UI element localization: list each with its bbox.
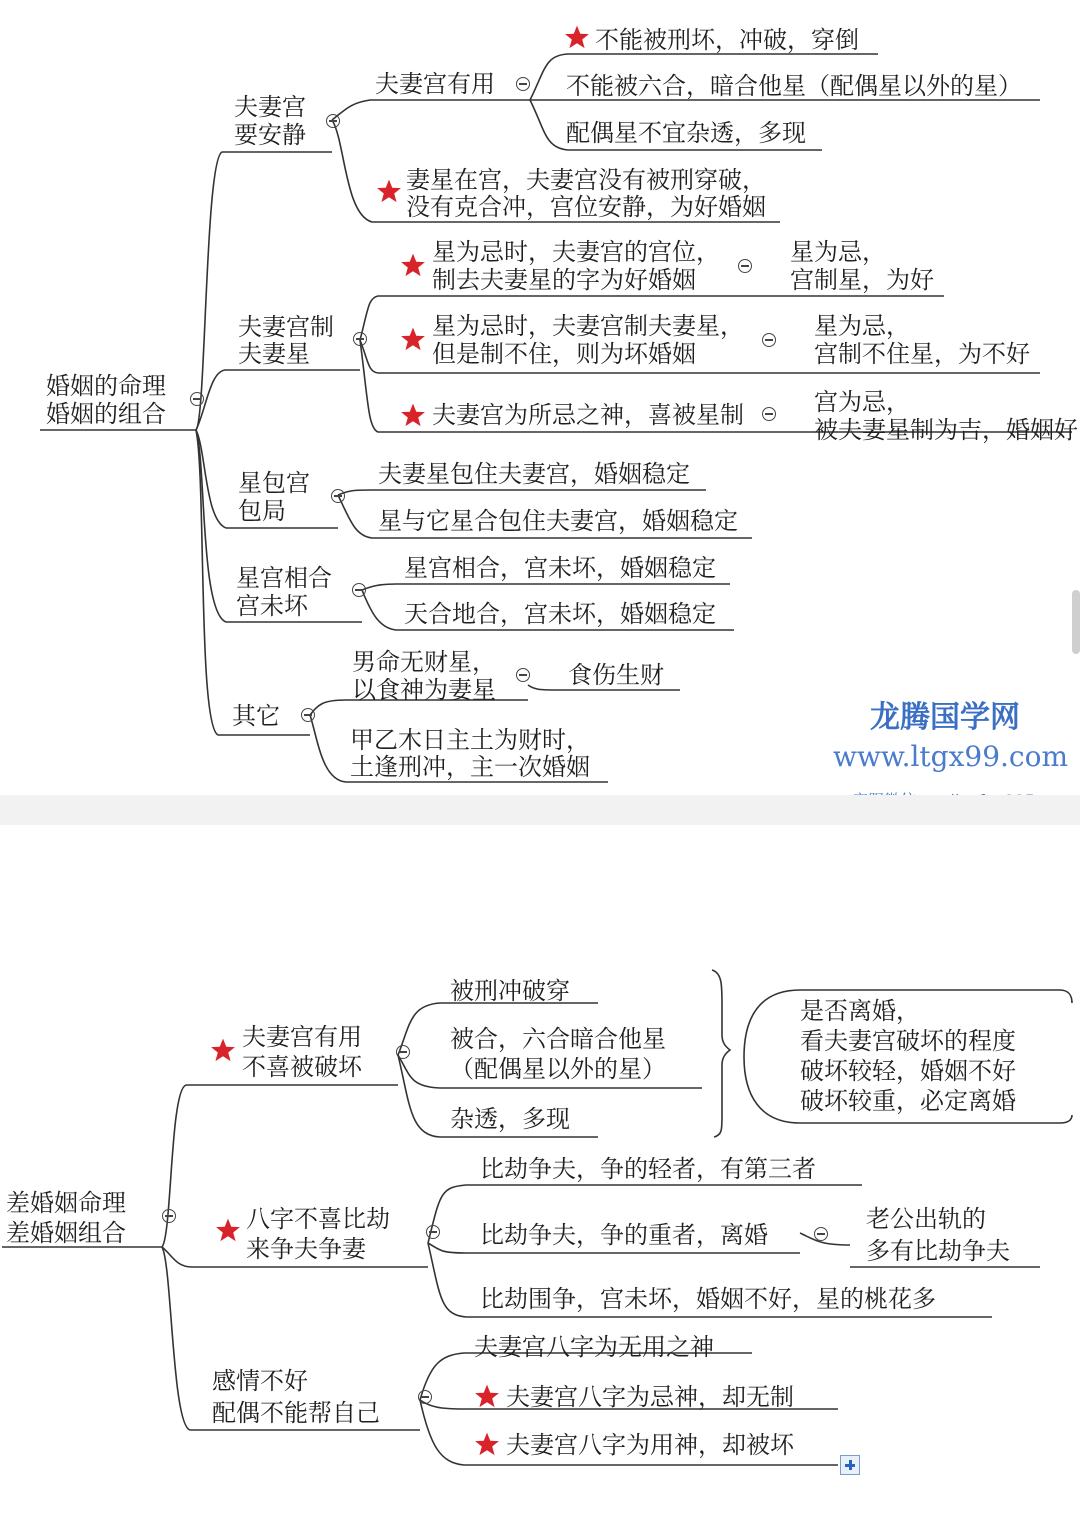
branch1-child1-label: 夫妻宫有用 [375, 70, 495, 98]
leaf-text: 夫妻宫八字为无用之神 [474, 1333, 714, 1361]
leaf-note: 被夫妻星制为吉，婚姻好 [814, 416, 1078, 444]
branch1-label-2: 要安静 [234, 121, 306, 149]
leaf-text: 配偶星不宜杂透，多现 [566, 119, 806, 147]
leaf-text: 星宫相合，宫未坏，婚姻稳定 [404, 554, 716, 582]
collapse-icon[interactable] [762, 407, 776, 421]
leaf-text: 男命无财星， [352, 648, 496, 676]
star-icon [400, 402, 426, 428]
branch3-label-1: 星包宫 [238, 469, 310, 497]
leaf-note: 宫制不住星，为不好 [814, 340, 1030, 368]
root-line-1: 差婚姻命理 [6, 1189, 126, 1217]
collapse-icon[interactable] [352, 583, 366, 597]
leaf-text: 制去夫妻星的字为好婚姻 [432, 266, 696, 294]
leaf-note: 宫为忌， [814, 388, 910, 416]
leaf-text: 夫妻宫为所忌之神，喜被星制 [432, 401, 744, 429]
leaf-text: 夫妻宫八字为用神，却被坏 [506, 1431, 794, 1459]
collapse-icon[interactable] [418, 1390, 432, 1404]
leaf-note: 星为忌， [814, 312, 910, 340]
root-line-1: 婚姻的命理 [46, 372, 166, 400]
star-icon [210, 1037, 236, 1063]
leaf-text: 没有克合冲，宫位安静，为好婚姻 [406, 193, 766, 221]
branch2-label-1: 八字不喜比劫 [246, 1205, 390, 1233]
leaf-text: 星与它星合包住夫妻宫，婚姻稳定 [378, 507, 738, 535]
mind-map-marriage-bad [0, 825, 1080, 1514]
branch1-label-2: 不喜被破坏 [242, 1053, 362, 1081]
leaf-text: 夫妻宫八字为忌神，却无制 [506, 1383, 794, 1411]
branch1-label-1: 夫妻宫 [234, 93, 306, 121]
leaf-text: 天合地合，宫未坏，婚姻稳定 [404, 600, 716, 628]
star-icon [400, 252, 426, 278]
star-icon [400, 326, 426, 352]
root-line-2: 差婚姻组合 [6, 1219, 126, 1247]
collapse-icon[interactable] [396, 1045, 410, 1059]
collapse-icon[interactable] [738, 259, 752, 273]
collapse-icon[interactable] [190, 392, 204, 406]
star-icon [564, 24, 590, 50]
leaf-text: 不能被六合，暗合他星（配偶星以外的星） [566, 72, 1022, 100]
leaf-text: 甲乙木日主土为财时， [350, 726, 590, 754]
branch4-label-1: 星宫相合 [236, 564, 332, 592]
leaf-text: 以食神为妻星 [352, 676, 496, 704]
collapse-icon[interactable] [814, 1227, 828, 1241]
leaf-note: 老公出轨的 [866, 1205, 986, 1233]
branch2-label-2: 夫妻星 [238, 340, 310, 368]
leaf-note: 星为忌， [790, 238, 886, 266]
leaf-text: 比劫争夫，争的轻者，有第三者 [480, 1155, 816, 1183]
watermark-name: 龙腾国学网 [870, 700, 1020, 735]
branch1-label-1: 夫妻宫有用 [242, 1023, 362, 1051]
star-icon [474, 1431, 500, 1457]
leaf-note: 多有比劫争夫 [866, 1237, 1010, 1265]
collapse-icon[interactable] [426, 1225, 440, 1239]
leaf-note: 宫制星，为好 [790, 266, 934, 294]
collapse-icon[interactable] [516, 77, 530, 91]
star-icon [376, 178, 402, 204]
summary-text: 是否离婚， [800, 997, 920, 1025]
star-icon [474, 1383, 500, 1409]
leaf-text: 但是制不住，则为坏婚姻 [432, 340, 696, 368]
collapse-icon[interactable] [331, 489, 345, 503]
branch5-label: 其它 [232, 702, 280, 730]
star-icon [215, 1217, 241, 1243]
summary-text: 破坏较重，必定离婚 [800, 1087, 1016, 1115]
summary-text: 破坏较轻，婚姻不好 [800, 1057, 1016, 1085]
leaf-text: 比劫围争，宫未坏，婚姻不好，星的桃花多 [480, 1285, 936, 1313]
leaf-text: 星为忌时，夫妻宫制夫妻星， [432, 312, 744, 340]
summary-text: 看夫妻宫破坏的程度 [800, 1027, 1016, 1055]
leaf-text: 比劫争夫，争的重者，离婚 [480, 1221, 768, 1249]
leaf-text: 被合，六合暗合他星 [450, 1025, 666, 1053]
branch2-label-2: 来争夫争妻 [246, 1235, 366, 1263]
collapse-icon[interactable] [326, 114, 340, 128]
leaf-text: 土逢刑冲，主一次婚姻 [350, 753, 590, 781]
leaf-text: 被刑冲破穿 [450, 977, 570, 1005]
collapse-icon[interactable] [301, 708, 315, 722]
branch3-label-2: 配偶不能帮自己 [212, 1399, 380, 1427]
leaf-text: 不能被刑坏，冲破，穿倒 [595, 26, 859, 54]
leaf-text: 食伤生财 [568, 661, 664, 689]
collapse-icon[interactable] [162, 1209, 176, 1223]
leaf-text: 杂透，多现 [450, 1105, 570, 1133]
collapse-icon[interactable] [762, 333, 776, 347]
leaf-text: 星为忌时，夫妻宫的宫位， [432, 238, 720, 266]
collapse-icon[interactable] [353, 332, 367, 346]
leaf-text: （配偶星以外的星） [450, 1055, 666, 1083]
branch3-label-2: 包局 [238, 497, 286, 525]
leaf-text: 妻星在宫，夫妻宫没有被刑穿破， [406, 166, 766, 194]
panel-separator [0, 795, 1080, 825]
branch3-label-1: 感情不好 [212, 1367, 308, 1395]
watermark-url: www.ltgx99.com [833, 740, 1069, 773]
root-line-2: 婚姻的组合 [46, 400, 166, 428]
leaf-text: 夫妻星包住夫妻宫，婚姻稳定 [378, 460, 690, 488]
expand-plus-icon[interactable] [840, 1455, 860, 1475]
scrollbar-thumb[interactable] [1072, 590, 1080, 654]
collapse-icon[interactable] [516, 668, 530, 682]
branch2-label-1: 夫妻宫制 [238, 313, 334, 341]
branch4-label-2: 宫未坏 [236, 592, 308, 620]
